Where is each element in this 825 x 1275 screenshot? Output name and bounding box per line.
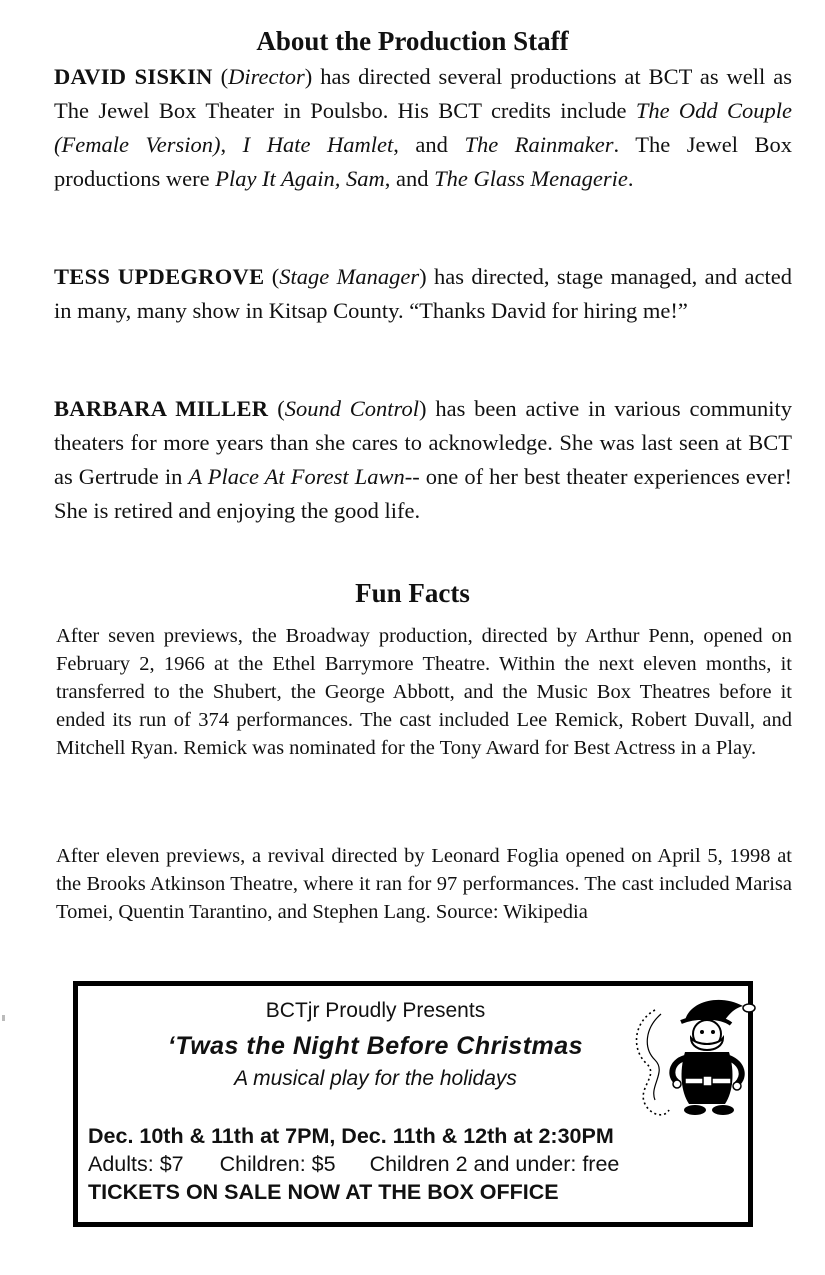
bio-tess-updegrove: TESS UPDEGROVE (Stage Manager) has directed, stage managed, and acted in many, many show in Kitsap County. “Thanks David for hiring me!” [54,264,792,323]
fun-fact-paragraph: After seven previews, the Broadway production, directed by Arthur Penn, opened on February 2, 1966 at the Ethel Barrymore Theatre. Within the next eleven months, it transferred to the Shubert, the George Abbott, and the Music Box Theatres before it ended its run of 374 performances. The cast included Lee Remick, Robert Duvall, and Mitchell Ryan. Remick was nominated for the Tony Award for Best Actress in a Play. [56,625,792,759]
bio-credit: I Hate Hamlet [242,132,394,157]
bio-name: DAVID SISKIN [54,64,213,89]
ad-show-title: ‘Twas the Night Before Christmas [167,1032,584,1060]
bio-credit: The Odd Couple (Female Version) [54,98,792,157]
bio-text: has directed several productions at BCT as well as The Jewel Box Theater in Poulsbo. His BCT credits include [54,64,792,123]
bio-text: -- one of her best theater experiences ever! She is retired and enjoying the good life. [54,464,792,523]
bio-text: . The Jewel Box productions were [54,132,793,191]
bio-text: has directed, stage managed, and acted in many, many show in Kitsap County. “Thanks David for hiring me!” [54,264,792,323]
ad-presenter: BCTjr Proudly Presents [265,999,486,1022]
price-adults: Adults: $7 [88,1152,184,1176]
bio-role: Sound Control [284,396,419,421]
ad-subtitle: A musical play for the holidays [234,1067,517,1090]
bio-david-siskin: DAVID SISKIN (Director) has directed several productions at BCT as well as The Jewel Box Theater in Poulsbo. His BCT credits include The Odd Couple (Female Version), I Hate Hamlet, and The Rainmaker. The Jewel Box productions were Play It Again, Sam, and The Glass Menagerie. [54,64,793,191]
scan-artifact [2,1015,5,1021]
fun-fact-paragraph: After eleven previews, a revival directed by Leonard Foglia opened on April 5, 1998 at the Brooks Atkinson Theatre, where it ran for 97 performances. The cast included Marisa Tomei, Quentin Tarantino, and Stephen Lang. Source: Wikipedia [56,845,792,923]
bio-name: BARBARA MILLER [54,396,269,421]
ad-tickets-notice: TICKETS ON SALE NOW AT THE BOX OFFICE [88,1180,559,1204]
price-children: Children: $5 [219,1152,336,1176]
bio-role: Director [228,64,305,89]
santa-clipart-icon [625,992,765,1122]
bio-text: has been active in various community theaters for more years than she cares to acknowledge. She was last seen at BCT as Gertrude in [54,396,792,489]
bio-credit: The Rainmaker [464,132,614,157]
bio-credit: The Glass Menagerie [434,166,628,191]
bio-role: Stage Manager [279,264,420,289]
fun-facts-heading: Fun Facts [355,578,470,608]
ad-ticket-prices [88,1150,619,1178]
bio-barbara-miller: BARBARA MILLER (Sound Control) has been active in various community theaters for more years than she cares to acknowledge. She was last seen at BCT as Gertrude in A Place At Forest Lawn-- one of her best theater experiences ever! She is retired and enjoying the good life. [54,396,792,523]
bio-name: TESS UPDEGROVE [54,264,265,289]
bio-text: , and [384,166,435,191]
bctjr-show-advertisement [73,981,753,1227]
bio-text: . [627,166,634,191]
ad-show-dates: Dec. 10th & 11th at 7PM, Dec. 11th & 12th at 2:30PM [88,1124,614,1148]
bio-credit: A Place At Forest Lawn [188,464,405,489]
bio-text: , and [393,132,465,157]
bio-credit: Play It Again, Sam [215,166,385,191]
production-staff-heading: About the Production Staff [256,26,569,56]
price-young-children: Children 2 and under: free [369,1152,620,1176]
bio-text: , [220,132,243,157]
